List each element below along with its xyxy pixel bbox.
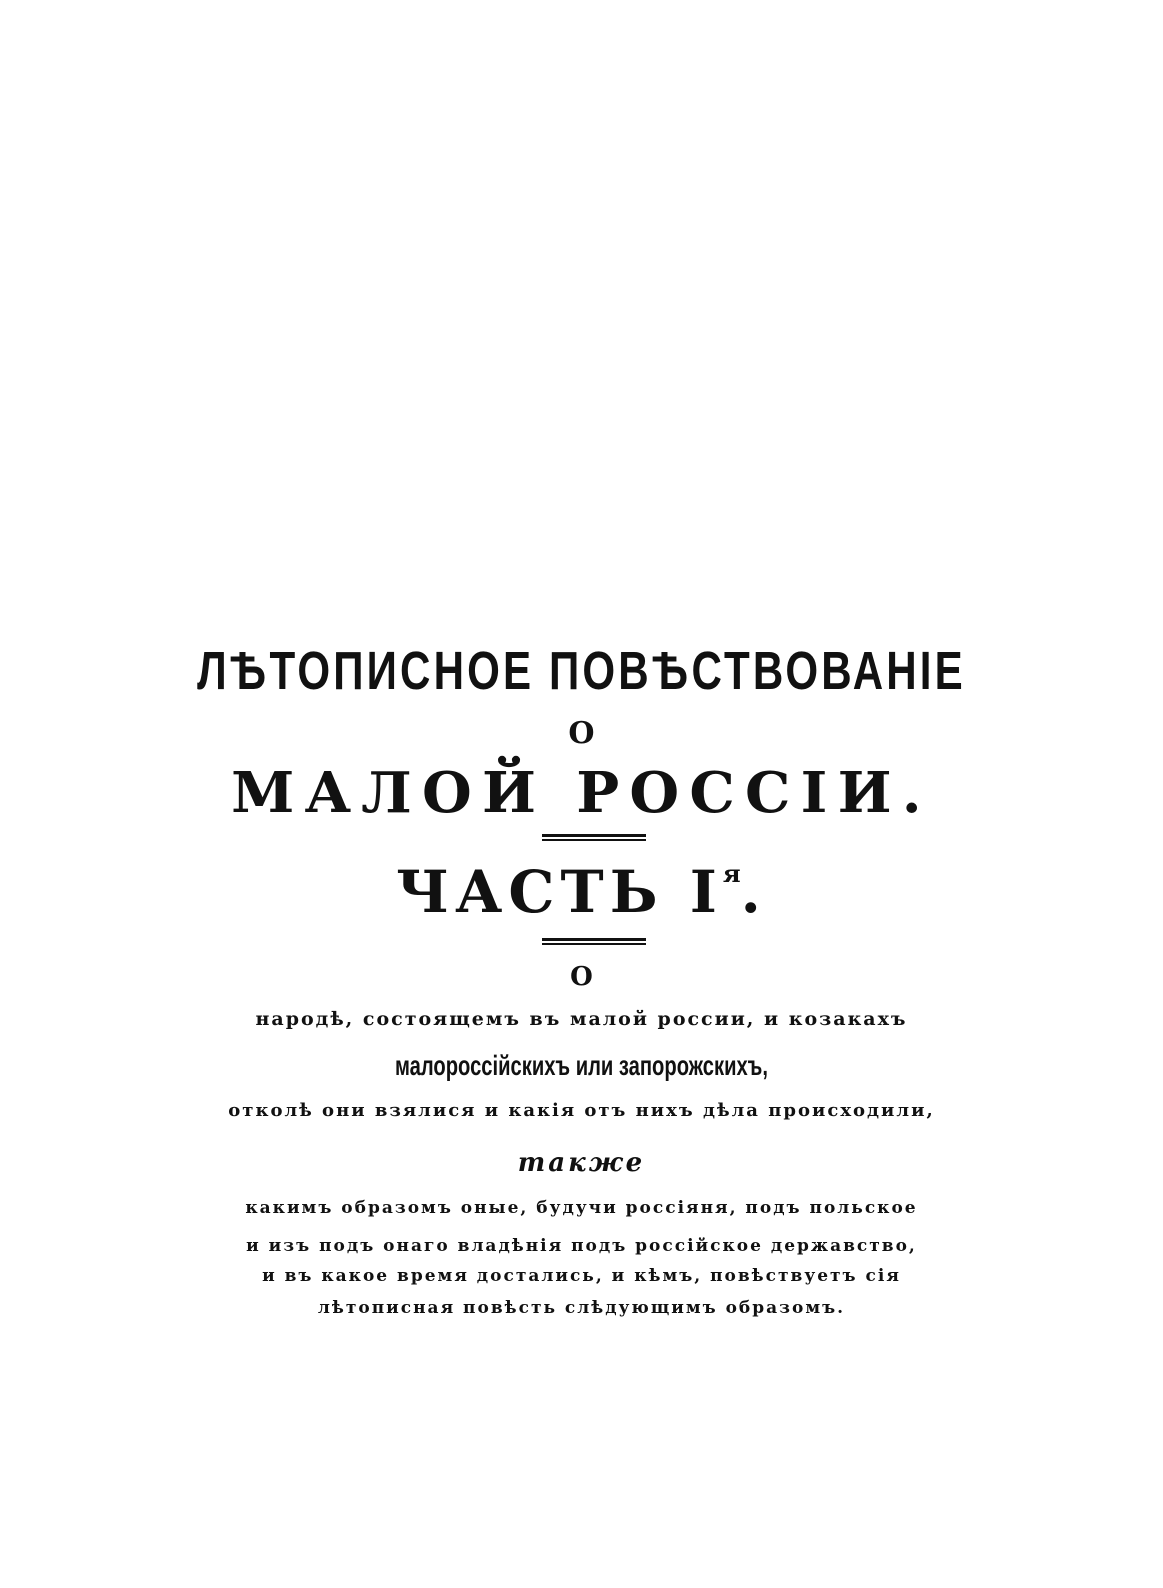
subject-heading: МАЛОЙ РОССІИ. <box>231 760 932 826</box>
part-suffix: я <box>722 859 741 888</box>
description-line-4: также <box>517 1148 646 1178</box>
preposition-o-2: О <box>570 962 593 992</box>
description-line-6: и изъ подъ онаго владѣнія подъ россійское державство, <box>246 1236 917 1256</box>
part-end: . <box>740 858 767 926</box>
part-heading <box>0 858 1163 926</box>
description-line-8: лѣтописная повѣсть слѣдующимъ образомъ. <box>317 1298 846 1318</box>
description-line-1: народѣ, состоящемъ въ малой россии, и козакахъ <box>255 1008 908 1030</box>
divider-rule-2 <box>542 938 646 945</box>
divider-rule-1 <box>542 834 646 841</box>
preposition-o-1: О <box>568 716 595 751</box>
description-line-3: отколѣ они взялися и какія отъ нихъ дѣла происходили, <box>228 1100 935 1121</box>
description-line-7: и въ какое время достались, и кѣмъ, повѣствуетъ сія <box>262 1266 901 1286</box>
part-label: ЧАСТЬ І <box>396 858 723 926</box>
description-line-5: какимъ образомъ оные, будучи россіяня, подъ польское <box>245 1198 918 1218</box>
description-line-2: малороссійскихъ или запорожскихъ, <box>395 1050 768 1081</box>
page-title: ЛѢТОПИСНОЕ ПОВѢСТВОВАНІЕ <box>197 641 966 701</box>
